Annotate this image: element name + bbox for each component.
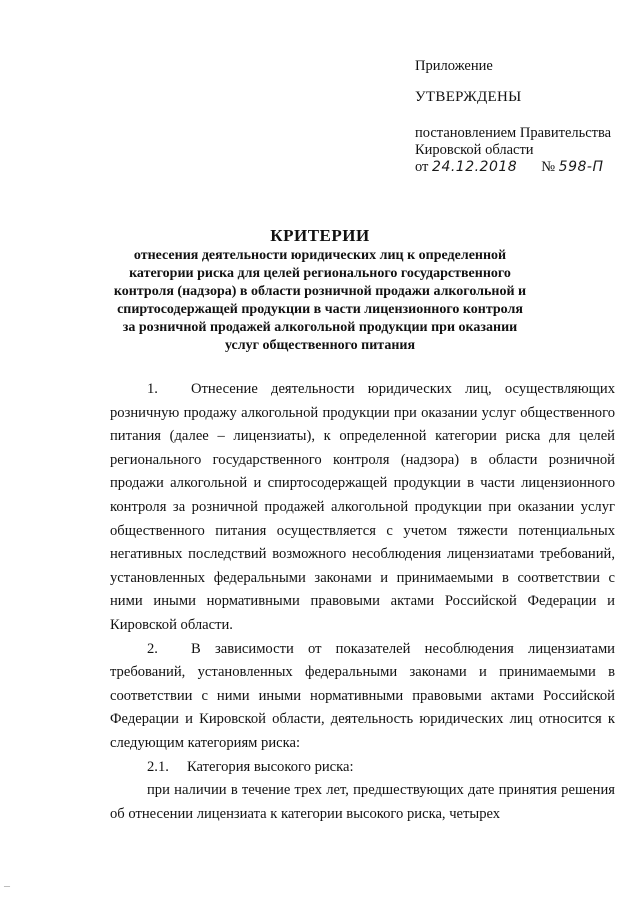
handwritten-number: 598-П bbox=[558, 159, 604, 175]
appendix-label: Приложение bbox=[415, 58, 493, 74]
paragraph-number: 1. bbox=[147, 381, 158, 397]
approval-block bbox=[415, 58, 635, 176]
date-prefix: от bbox=[415, 159, 429, 175]
handwritten-date: 24.12.2018 bbox=[432, 159, 518, 175]
decree-line-2: Кировской области bbox=[415, 142, 534, 158]
paragraph-2 bbox=[110, 638, 615, 756]
scan-mark: — bbox=[4, 884, 10, 890]
paragraph-continuation bbox=[110, 779, 615, 826]
approved-label: УТВЕРЖДЕНЫ bbox=[415, 89, 522, 105]
paragraph-2-1 bbox=[110, 756, 615, 780]
number-prefix: № bbox=[541, 159, 556, 175]
decree-date-number bbox=[415, 159, 635, 176]
title-heading: КРИТЕРИИ bbox=[270, 226, 370, 245]
paragraph-text: при наличии в течение трех лет, предшествующих дате принятия решения об отнесении лицензиата к категории высокого риска, четырех bbox=[110, 782, 615, 822]
document-title bbox=[110, 225, 530, 355]
document-body bbox=[110, 378, 615, 826]
paragraph-text: В зависимости от показателей несоблюдения лицензиатами требований, установленных федеральными законами и принимаемыми в соответствии с ними иными нормативными правовыми актами Российской Федерации и Кировской области, деятельность юридических лиц относится к следующим категориям риска: bbox=[110, 640, 615, 751]
title-subtitle: отнесения деятельности юридических лиц к определенной категории риска для целей регионального государственного контроля (надзора) в области розничной продажи алкогольной и спиртосодержащей продукции в части лицензионного контроля за розничной продажей алкогольной продукции при оказании услуг общественного питания bbox=[113, 248, 527, 353]
paragraph-number: 2.1. bbox=[147, 758, 169, 775]
paragraph-text: Отнесение деятельности юридических лиц, осуществляющих розничную продажу алкогольной продукции при оказании услуг общественного питания (далее – лицензиаты), к определенной категории риска для целей регионального государственного контроля (надзора) в области розничной продажи алкогольной и спиртосодержащей продукции в части лицензионного контроля за розничной продажей алкогольной продукции при оказании услуг общественного питания осуществляется с учетом тяжести потенциальных негативных последствий возможного несоблюдения лицензиатами требований, установленных федеральными законами и принимаемыми в соответствии с ними иными нормативными правовыми актами Российской Федерации и Кировской области. bbox=[110, 381, 615, 633]
paragraph-number: 2. bbox=[147, 640, 158, 657]
paragraph-text: Категория высокого риска: bbox=[187, 758, 354, 775]
paragraph-1 bbox=[110, 378, 615, 638]
decree-line-1: постановлением Правительства bbox=[415, 125, 612, 141]
